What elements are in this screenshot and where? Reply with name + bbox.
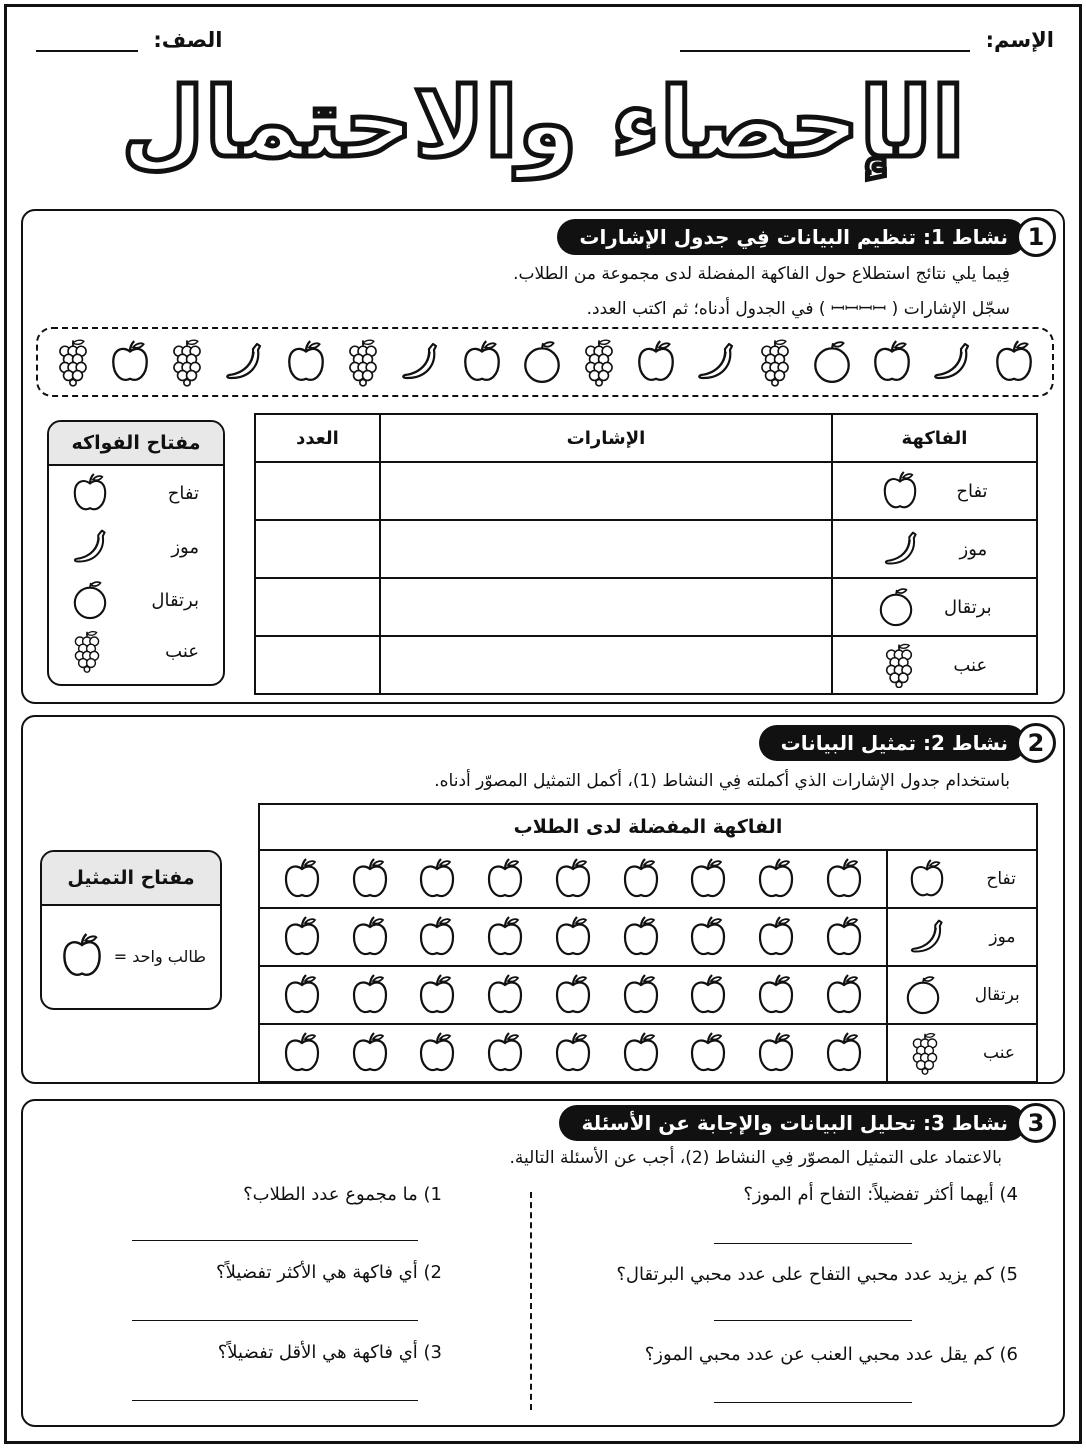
apple-slots[interactable] (260, 857, 886, 901)
fruit-label: عنب (953, 654, 988, 676)
apple-icon (109, 339, 151, 385)
banana-icon (908, 916, 948, 958)
grapes-icon (909, 1031, 941, 1075)
name-field (680, 28, 1054, 52)
grapes-icon (71, 629, 103, 673)
question-number: 4) (999, 1184, 1018, 1205)
answer-line-3[interactable] (132, 1400, 418, 1401)
class-blank[interactable] (36, 50, 138, 52)
question-text: كم يقل عدد محبي العنب عن عدد محبي الموز؟ (644, 1344, 994, 1365)
banana-icon (695, 340, 739, 384)
apple-icon (824, 915, 864, 959)
key-label: عنب (165, 640, 199, 662)
question-number: 5) (999, 1264, 1018, 1285)
name-label: الإسم: (985, 28, 1054, 52)
apple-slots[interactable] (260, 1031, 886, 1075)
question-text: أي فاكهة هي الأكثر تفضيلاً؟ (216, 1262, 418, 1283)
apple-icon (824, 973, 864, 1017)
question-4 (743, 1184, 1018, 1205)
key-label: تفاح (167, 482, 199, 504)
banana-icon (71, 526, 111, 568)
apple-icon (71, 471, 109, 515)
answer-line-1[interactable] (132, 1240, 418, 1241)
tally-row-apple (255, 462, 1037, 520)
activity3-number: 3 (1016, 1103, 1056, 1143)
fruit-key (47, 420, 225, 686)
apple-icon (285, 339, 327, 385)
tally-cell[interactable] (380, 520, 832, 578)
question-number: 6) (999, 1344, 1018, 1365)
apple-icon (688, 915, 728, 959)
apple-icon (756, 857, 796, 901)
apple-icon (824, 1031, 864, 1075)
apple-icon (485, 857, 525, 901)
apple-icon (621, 915, 661, 959)
activity2-heading (759, 723, 1056, 763)
apple-icon (417, 857, 457, 901)
question-5 (616, 1264, 1018, 1285)
grapes-icon (169, 337, 205, 387)
activity1-title: نشاط 1: تنظيم البيانات فِي جدول الإشارات (557, 219, 1026, 255)
banana-icon (399, 340, 443, 384)
apple-icon (282, 857, 322, 901)
tally-table (254, 413, 1038, 695)
activity1-instruction1: فِيما يلي نتائج استطلاع حول الفاكهة المفضلة لدى مجموعة من الطلاب. (513, 264, 1010, 284)
page-title: الإحصاء والاحتمال (121, 67, 965, 179)
banana-icon (882, 528, 922, 570)
apple-icon (350, 1031, 390, 1075)
tally-cell[interactable] (380, 462, 832, 520)
fruit-label: برتقال (944, 596, 992, 618)
header-count: العدد (255, 414, 380, 462)
apple-icon (350, 915, 390, 959)
answer-line-2[interactable] (132, 1320, 418, 1321)
apple-icon (553, 915, 593, 959)
header-tally: الإشارات (380, 414, 832, 462)
row-label: تفاح (986, 869, 1016, 889)
apple-icon (282, 915, 322, 959)
count-cell[interactable] (255, 520, 380, 578)
question-3 (218, 1342, 442, 1363)
pictograph-table (258, 803, 1038, 1083)
apple-icon (350, 973, 390, 1017)
apple-icon (417, 1031, 457, 1075)
row-label: عنب (983, 1043, 1015, 1063)
question-text: ما مجموع عدد الطلاب؟ (243, 1184, 418, 1205)
question-1 (243, 1184, 442, 1205)
grapes-icon (882, 642, 916, 688)
apple-icon (993, 339, 1035, 385)
activity1-heading (557, 217, 1056, 257)
pictograph-key (40, 850, 222, 1010)
orange-icon (521, 339, 563, 385)
apple-icon (824, 857, 864, 901)
question-6 (645, 1344, 1018, 1365)
apple-icon (871, 339, 913, 385)
apple-icon (485, 915, 525, 959)
apple-icon (756, 915, 796, 959)
apple-icon (553, 857, 593, 901)
apple-icon (881, 469, 919, 513)
activity1-instruction2: سجّل الإشارات ( ꟷꟷꟷꟷ ) في الجدول أدناه؛ ثم اكتب العدد. (586, 299, 1010, 319)
question-text: أيهما أكثر تفضيلاً: التفاح أم الموز؟ (743, 1184, 994, 1205)
answer-line-4[interactable] (714, 1243, 912, 1244)
apple-icon (688, 973, 728, 1017)
apple-icon (485, 973, 525, 1017)
class-field (36, 28, 223, 52)
apple-icon (908, 857, 946, 901)
pictograph-row-apple (259, 850, 1037, 908)
pictograph-row-orange (259, 966, 1037, 1024)
grapes-icon (55, 337, 91, 387)
count-cell[interactable] (255, 636, 380, 694)
activity3-heading (559, 1103, 1056, 1143)
apple-icon (688, 1031, 728, 1075)
banana-icon (931, 340, 975, 384)
count-cell[interactable] (255, 578, 380, 636)
activity3-title: نشاط 3: تحليل البيانات والإجابة عن الأسئلة (559, 1105, 1026, 1141)
row-label: برتقال (974, 985, 1020, 1005)
orange-icon (904, 973, 942, 1017)
grapes-icon (757, 337, 793, 387)
tally-row-orange (255, 578, 1037, 636)
question-number: 2) (423, 1262, 442, 1283)
apple-slots[interactable] (260, 915, 886, 959)
apple-slots[interactable] (260, 973, 886, 1017)
key-label: موز (171, 536, 199, 558)
question-number: 3) (423, 1342, 442, 1363)
apple-icon (350, 857, 390, 901)
apple-icon (635, 339, 677, 385)
name-blank[interactable] (680, 50, 970, 52)
pictograph-key-title: مفتاح التمثيل (42, 852, 220, 906)
activity2-title: نشاط 2: تمثيل البيانات (759, 725, 1026, 761)
row-label: موز (989, 927, 1016, 947)
activity2-instruction: باستخدام جدول الإشارات الذي أكملته فِي النشاط (1)، أكمل التمثيل المصوّر أدناه. (434, 771, 1010, 791)
orange-icon (811, 339, 853, 385)
apple-icon (417, 973, 457, 1017)
fruit-key-title: مفتاح الفواكه (49, 422, 223, 466)
orange-icon (877, 585, 915, 629)
answer-line-6[interactable] (714, 1402, 912, 1403)
grapes-icon (345, 337, 381, 387)
apple-icon (756, 1031, 796, 1075)
pictograph-key-text: طالب واحد = (113, 946, 206, 966)
pictograph-row-grapes (259, 1024, 1037, 1082)
key-label: برتقال (151, 589, 199, 611)
fruit-label: تفاح (956, 480, 988, 502)
apple-icon (417, 915, 457, 959)
apple-icon (461, 339, 503, 385)
apple-icon (553, 1031, 593, 1075)
fruit-label: موز (959, 538, 988, 560)
header-fruit: الفاكهة (832, 414, 1037, 462)
activity2-number: 2 (1016, 723, 1056, 763)
apple-icon (60, 931, 104, 981)
question-2 (216, 1262, 442, 1283)
apple-icon (621, 973, 661, 1017)
class-label: الصف: (153, 28, 223, 52)
orange-icon (71, 578, 109, 622)
activity1-number: 1 (1016, 217, 1056, 257)
pictograph-title: الفاكهة المفضلة لدى الطلاب (259, 804, 1037, 850)
question-text: أي فاكهة هي الأقل تفضيلاً؟ (217, 1342, 418, 1363)
apple-icon (282, 1031, 322, 1075)
answer-line-5[interactable] (714, 1320, 912, 1321)
grapes-icon (581, 337, 617, 387)
column-divider (530, 1192, 532, 1410)
apple-icon (485, 1031, 525, 1075)
survey-fruit-strip (36, 327, 1054, 397)
activity3-instruction: بالاعتماد على التمثيل المصوّر فِي النشاط (2)، أجب عن الأسئلة التالية. (509, 1148, 1002, 1168)
apple-icon (756, 973, 796, 1017)
count-cell[interactable] (255, 462, 380, 520)
apple-icon (553, 973, 593, 1017)
apple-icon (282, 973, 322, 1017)
tally-row-banana (255, 520, 1037, 578)
apple-icon (621, 857, 661, 901)
question-number: 1) (423, 1184, 442, 1205)
tally-row-grapes (255, 636, 1037, 694)
tally-cell[interactable] (380, 578, 832, 636)
banana-icon (223, 340, 267, 384)
question-text: كم يزيد عدد محبي التفاح على عدد محبي البرتقال؟ (616, 1264, 994, 1285)
apple-icon (621, 1031, 661, 1075)
apple-icon (688, 857, 728, 901)
tally-cell[interactable] (380, 636, 832, 694)
pictograph-row-banana (259, 908, 1037, 966)
